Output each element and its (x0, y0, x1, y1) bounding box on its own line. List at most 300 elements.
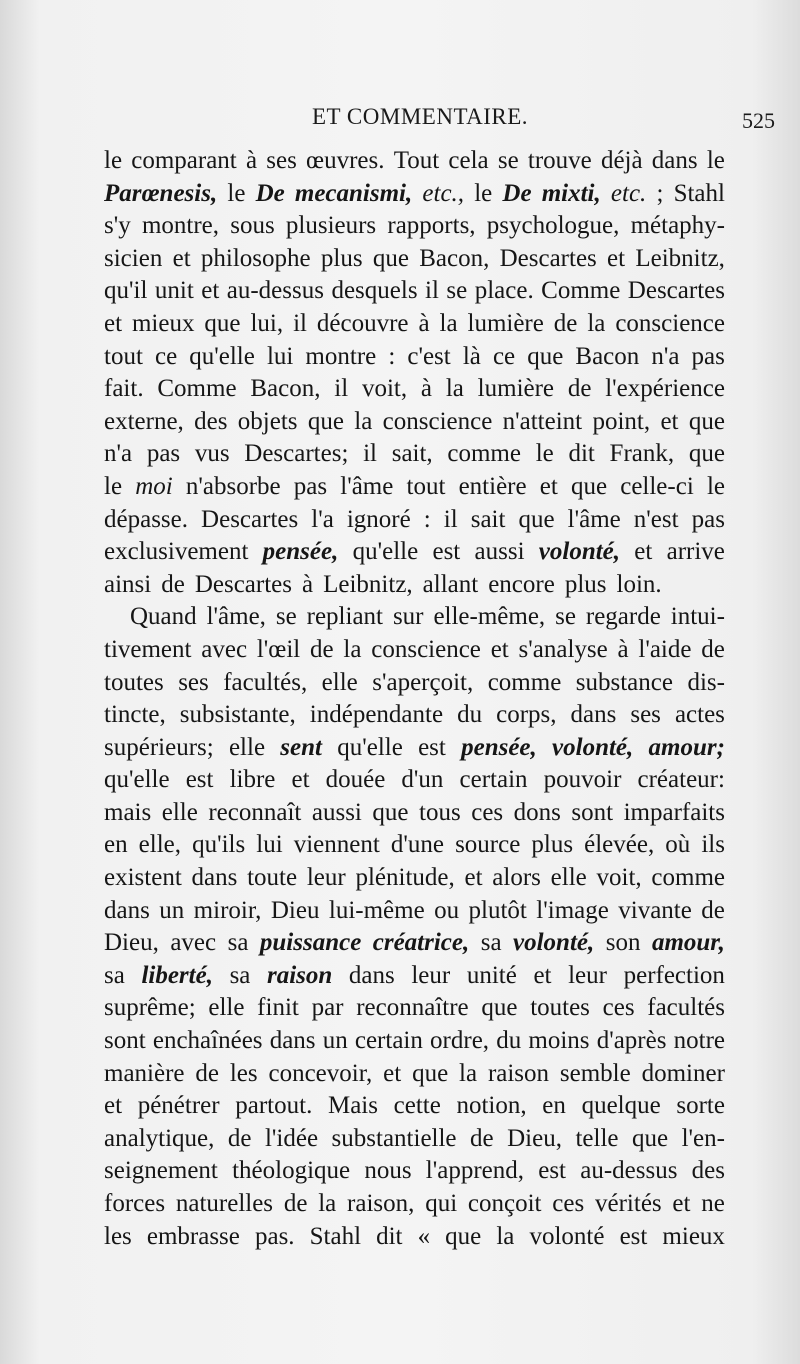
word: la (439, 309, 458, 337)
word: Frank, (609, 440, 675, 468)
word: cette (393, 1092, 441, 1120)
word: et (672, 1190, 691, 1217)
word: il (293, 309, 307, 337)
word: mieux (662, 1222, 725, 1250)
word: elle (228, 733, 266, 761)
word: amour; (648, 733, 725, 761)
word: s'y (104, 212, 131, 240)
word: facultés (647, 994, 725, 1022)
word: l'âme (340, 472, 394, 500)
word: certain (354, 1027, 423, 1055)
word: concevoir, (268, 1059, 373, 1087)
word: substantielle (331, 1124, 457, 1152)
word: que (688, 440, 725, 468)
word: le (227, 179, 246, 207)
word: l'expérience (605, 375, 725, 403)
text-line (104, 275, 725, 308)
word: « (417, 1222, 431, 1250)
word: et (490, 635, 509, 663)
word: Bacon (575, 342, 640, 370)
word: et (104, 1092, 123, 1120)
text-line (104, 504, 725, 537)
word: les (104, 1222, 132, 1250)
word: notion, (456, 1092, 527, 1120)
word: ces (552, 1190, 585, 1217)
word: nous (364, 1157, 412, 1185)
word: se (275, 603, 297, 631)
word: dons (513, 798, 561, 826)
word: toute (247, 864, 298, 892)
word: douée (325, 766, 386, 794)
word: sorte (676, 1092, 725, 1120)
text-line (104, 471, 725, 504)
word: le (474, 179, 493, 207)
word: dans (651, 147, 698, 174)
word: Stahl (309, 1222, 362, 1250)
word: psychologue, (486, 212, 620, 240)
text-line (104, 797, 725, 830)
word: dis- (687, 668, 725, 696)
word: n'a (104, 440, 133, 468)
word: moins (528, 1027, 590, 1055)
word: forces (104, 1190, 166, 1217)
word: exclusivement (104, 538, 249, 566)
word: supérieurs; (104, 733, 214, 761)
word: est (185, 766, 214, 794)
word: son (605, 929, 641, 957)
word: le (706, 147, 725, 174)
text-line (104, 178, 725, 211)
word: : (388, 342, 396, 370)
word: volonté, (513, 929, 595, 957)
word: ; (656, 179, 664, 207)
word: tous (419, 798, 461, 826)
word: l'âme (567, 505, 621, 533)
word: là (462, 342, 481, 370)
word: à (617, 635, 629, 663)
word: sont (104, 1027, 146, 1055)
word: facultés, (223, 668, 308, 696)
word: de (553, 309, 578, 337)
word: celle-ci (620, 472, 694, 500)
word: Leibnitz, (323, 570, 413, 598)
word: pensée, (262, 538, 339, 566)
word: Tout (393, 147, 440, 174)
word: où (665, 831, 691, 859)
word: s'analyse (518, 635, 608, 663)
text-line (104, 764, 725, 797)
word: conscience (382, 407, 493, 435)
word: de (701, 635, 725, 663)
text-line (104, 601, 725, 634)
text-line (104, 341, 725, 374)
word: à (245, 147, 258, 174)
word: créateur: (637, 766, 725, 794)
word: puissance (259, 929, 362, 957)
word: place. (474, 277, 534, 305)
word: moi (135, 472, 173, 500)
word: lumière (467, 309, 544, 337)
text-line (104, 927, 725, 960)
word: déjà (600, 147, 643, 174)
word: il (363, 440, 378, 468)
word: ignoré (346, 505, 411, 533)
word: sa (227, 929, 249, 957)
running-head (0, 104, 800, 134)
word: ainsi (104, 570, 152, 598)
word: voit, (361, 375, 408, 403)
word: elle (161, 798, 198, 826)
word: existent (104, 864, 182, 892)
word: elle (208, 994, 245, 1022)
word: Stahl (673, 179, 725, 207)
word: comme (651, 864, 725, 892)
word: qu'il (104, 277, 148, 305)
word: les (229, 1059, 258, 1087)
word: lui (256, 831, 283, 859)
word: qui (425, 1190, 458, 1217)
word: reconnaître (356, 994, 469, 1022)
word: métaphy- (630, 212, 725, 240)
word: le (535, 440, 554, 468)
word: que (372, 244, 409, 272)
text-line (104, 243, 725, 276)
word: au-dessus (226, 277, 324, 305)
word: plus (564, 570, 607, 598)
word: et (104, 309, 123, 337)
text-line (104, 699, 725, 732)
word: et (201, 277, 220, 305)
word: Descartes (194, 570, 292, 598)
word: montre (305, 342, 377, 370)
word: ou (434, 896, 460, 924)
word: l'apprend, (425, 1157, 524, 1185)
word: aussi (474, 538, 525, 566)
word: lumière (477, 375, 555, 403)
word: mais (104, 798, 152, 826)
word: dans (570, 701, 617, 729)
word: il (443, 505, 458, 533)
word: Dieu, (507, 1124, 562, 1152)
text-line (104, 732, 725, 765)
word: substance (575, 668, 673, 696)
word: de (227, 1124, 252, 1152)
word: aussi (311, 798, 362, 826)
word: avec (201, 635, 248, 663)
text-line (104, 992, 725, 1025)
word: arrive (666, 538, 725, 566)
word: dit (568, 440, 595, 468)
word: théologique (232, 1157, 351, 1185)
word: sa (480, 929, 502, 957)
word: plusieurs (285, 212, 377, 240)
word: le (706, 472, 725, 500)
word: la (354, 407, 373, 435)
word: que (445, 1222, 482, 1250)
text-line (104, 1025, 725, 1058)
text-line (104, 145, 725, 178)
word: De (502, 179, 532, 207)
word: montre, (141, 212, 220, 240)
word: dans (191, 864, 238, 892)
text-line (104, 1188, 725, 1221)
word: n'est (633, 505, 679, 533)
word: le (104, 472, 123, 500)
word: n'absorbe (185, 472, 281, 500)
word: dépasse. (104, 505, 188, 533)
text-line (104, 1058, 725, 1091)
word: qu'elle (352, 538, 419, 566)
word: actes (674, 701, 725, 729)
word: Bacon, (250, 375, 321, 403)
word: cela (448, 147, 489, 174)
word: qu'elle (189, 342, 255, 370)
word: loin. (616, 570, 662, 598)
word: liberté, (141, 961, 213, 989)
word: œuvres. (306, 147, 385, 174)
word: de (283, 1190, 308, 1217)
word: dans (348, 961, 395, 989)
word: miroir, (193, 896, 262, 924)
word: conscience (371, 635, 481, 663)
word: De (255, 179, 285, 207)
word: qu'ils (192, 831, 246, 859)
word: et (464, 864, 483, 892)
word: un (322, 1027, 348, 1055)
word: toutes (104, 668, 164, 696)
body-text (104, 145, 725, 1253)
word: amour, (651, 929, 725, 957)
word: tivement (104, 635, 192, 663)
word: ses (266, 147, 297, 174)
word: sa (229, 961, 251, 989)
word: l'âme, (206, 603, 266, 631)
word: externe, (104, 407, 184, 435)
word: tincte, (104, 701, 166, 729)
text-line (104, 1155, 725, 1188)
word: de (470, 1124, 494, 1152)
word: dans (104, 896, 150, 924)
word: leur (411, 961, 451, 989)
word: dominer (641, 1059, 725, 1087)
word: que (527, 342, 564, 370)
word: encore (488, 570, 555, 598)
word: pénétrer (137, 1092, 220, 1120)
word: par (311, 994, 344, 1022)
word: et (172, 244, 191, 272)
word: l'aide (638, 635, 692, 663)
word: à (302, 570, 314, 598)
word: pas (691, 342, 725, 370)
word: ordre, (430, 1027, 490, 1055)
word: conçoit (467, 1190, 542, 1217)
word: que (570, 472, 608, 500)
word: Leibnitz, (635, 244, 725, 272)
word: alors (492, 864, 541, 892)
word: l'image (536, 896, 609, 924)
word: : (423, 505, 431, 533)
word: que (631, 1124, 669, 1152)
word: Comme (157, 375, 237, 403)
text-line (104, 373, 725, 406)
word: que (688, 407, 725, 435)
text-line (104, 536, 725, 569)
word: de (161, 570, 185, 598)
word: semble (559, 1059, 631, 1087)
text-line (104, 829, 725, 862)
word: est (418, 733, 446, 761)
word: Bacon, (419, 244, 490, 272)
word: pas (691, 505, 725, 533)
word: unit (154, 277, 194, 305)
word: pas (146, 440, 181, 468)
word: comme (487, 668, 562, 696)
word: vivante (618, 896, 692, 924)
word: entière (458, 472, 527, 500)
word: et (533, 961, 552, 989)
word: qu'elle (104, 766, 170, 794)
word: sous (230, 212, 275, 240)
word: que (481, 994, 518, 1022)
text-line (104, 1221, 725, 1254)
word: la (343, 635, 362, 663)
word: leur (568, 961, 607, 989)
word: Parœnesis, (104, 179, 218, 207)
word: mecanismi, (294, 179, 413, 207)
word: corps, (496, 701, 557, 729)
word: dans (269, 1027, 316, 1055)
word: du (496, 1027, 522, 1055)
word: etc., (422, 179, 465, 207)
word: quelque (581, 1092, 661, 1120)
word: repliant (306, 603, 383, 631)
word: l'œil (256, 635, 301, 663)
word: reconnaît (208, 798, 302, 826)
word: ces (471, 798, 504, 826)
word: pas. (254, 1222, 295, 1250)
word: plénitude, (355, 864, 455, 892)
text-line (104, 308, 725, 341)
word: il (334, 375, 349, 403)
word: Quand (130, 603, 197, 631)
text-line (104, 1123, 725, 1156)
word: se (497, 147, 519, 174)
word: analytique, (104, 1124, 215, 1152)
word: embrasse (146, 1222, 240, 1250)
word: est (538, 1157, 566, 1185)
word: raison (267, 961, 333, 989)
word: Descartes (201, 505, 299, 533)
word: Descartes (627, 277, 725, 305)
word: d'une (390, 831, 444, 859)
word: raison (487, 1059, 550, 1087)
word: sait (470, 505, 506, 533)
word: perfection (623, 961, 725, 989)
word: elle (550, 864, 587, 892)
text-line (104, 667, 725, 700)
word: pensée, (461, 733, 537, 761)
word: qu'elle (337, 733, 403, 761)
word: voit, (596, 864, 642, 892)
word: se (446, 277, 468, 305)
word: source (455, 831, 521, 859)
word: rapports, (387, 212, 476, 240)
text-line (104, 569, 725, 602)
word: des (691, 1157, 725, 1185)
word: unité (466, 961, 517, 989)
word: la (459, 1059, 478, 1087)
word: et (383, 1059, 402, 1087)
word: Descartes; (244, 440, 349, 468)
word: d'après (596, 1027, 667, 1055)
word: sait, (391, 440, 433, 468)
word: Dieu (270, 896, 320, 924)
word: lui, (250, 309, 284, 337)
word: sicien (104, 244, 163, 272)
word: ses (178, 668, 209, 696)
word: point, (592, 407, 651, 435)
word: le (104, 147, 123, 174)
word: telle (575, 1124, 619, 1152)
word: elle (321, 668, 358, 696)
word: la (496, 1222, 515, 1250)
word: à (418, 309, 430, 337)
word: notre (673, 1027, 725, 1055)
word: de (567, 375, 592, 403)
word: plus (320, 244, 363, 272)
word: en (542, 1092, 566, 1120)
word: Mais (327, 1092, 378, 1120)
word: Comme (541, 277, 621, 305)
word: ce (492, 342, 516, 370)
word: imparfaits (623, 798, 725, 826)
word: seignement (104, 1157, 218, 1185)
page-number: 525 (742, 108, 775, 133)
word: n'atteint (502, 407, 583, 435)
running-title: ET COMMENTAIRE. (312, 104, 529, 129)
word: vus (194, 440, 230, 468)
word: tout (104, 342, 143, 370)
word: viennent (293, 831, 380, 859)
word: en (104, 831, 128, 859)
word: trouve (527, 147, 592, 174)
text-line (104, 634, 725, 667)
word: libre (229, 766, 276, 794)
word: ce (154, 342, 178, 370)
word: est (619, 1222, 648, 1250)
word: que (412, 1059, 449, 1087)
word: ils (701, 831, 725, 859)
word: fait. (104, 375, 144, 403)
word: élevée, (584, 831, 655, 859)
word: est (432, 538, 461, 566)
word: d'un (401, 766, 444, 794)
word: mieux (131, 309, 195, 337)
word: conscience (615, 309, 725, 337)
word: de (195, 1059, 219, 1087)
text-line (104, 406, 725, 439)
word: finit (257, 994, 299, 1022)
word: sa (104, 961, 125, 989)
word: l'en- (681, 1124, 725, 1152)
word: et (291, 766, 310, 794)
word: l'idée (264, 1124, 319, 1152)
word: comparant (131, 147, 237, 174)
word: la (587, 309, 606, 337)
word: c'est (407, 342, 451, 370)
word: vérités (595, 1190, 662, 1217)
word: pouvoir (543, 766, 622, 794)
